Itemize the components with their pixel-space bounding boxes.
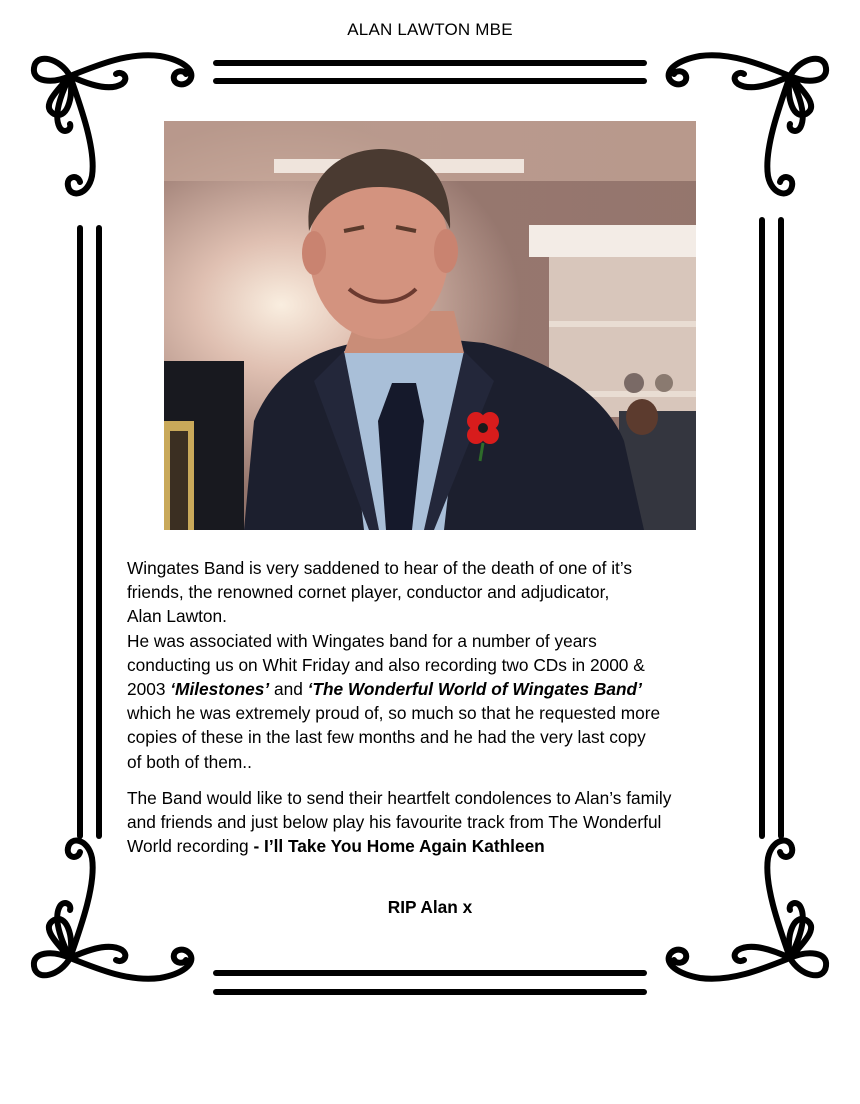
portrait-photo bbox=[164, 121, 696, 530]
text-line: Wingates Band is very saddened to hear of the death of one of it’s bbox=[127, 558, 633, 578]
tribute-text bbox=[127, 556, 767, 858]
portrait-illustration bbox=[164, 121, 696, 530]
text-line: of both of them.. bbox=[127, 751, 252, 772]
text-line: friends, the renowned cornet player, conductor and adjudicator, bbox=[127, 582, 610, 603]
album-title-milestones: ‘Milestones’ bbox=[170, 678, 270, 699]
text-line: which he was extremely proud of, so much so that he requested more bbox=[127, 703, 661, 724]
album-title-wonderful-world: ‘The Wonderful World of Wingates Band’ bbox=[307, 678, 642, 699]
page-title: ALAN LAWTON MBE bbox=[347, 20, 513, 39]
text-line: copies of these in the last few months and he had the very last copy bbox=[127, 727, 646, 748]
text-line bbox=[127, 834, 767, 858]
text-line: He was associated with Wingates band for a number of years bbox=[127, 630, 597, 651]
text-fragment: 2003 bbox=[127, 678, 171, 699]
paragraph-gap bbox=[127, 774, 767, 786]
text-fragment: World recording bbox=[127, 836, 254, 857]
text-line: conducting us on Whit Friday and also recording two CDs in 2000 & bbox=[127, 654, 645, 675]
text-line: and friends and just below play his favourite track from The Wonderful bbox=[127, 811, 662, 832]
text-line bbox=[127, 677, 767, 701]
text-line: Alan Lawton. bbox=[127, 606, 227, 627]
text-fragment: and bbox=[269, 678, 308, 699]
sign-off: RIP Alan x bbox=[387, 897, 473, 917]
track-title: - I’ll Take You Home Again Kathleen bbox=[253, 836, 545, 857]
text-line: The Band would like to send their heartfelt condolences to Alan’s family bbox=[127, 787, 672, 808]
